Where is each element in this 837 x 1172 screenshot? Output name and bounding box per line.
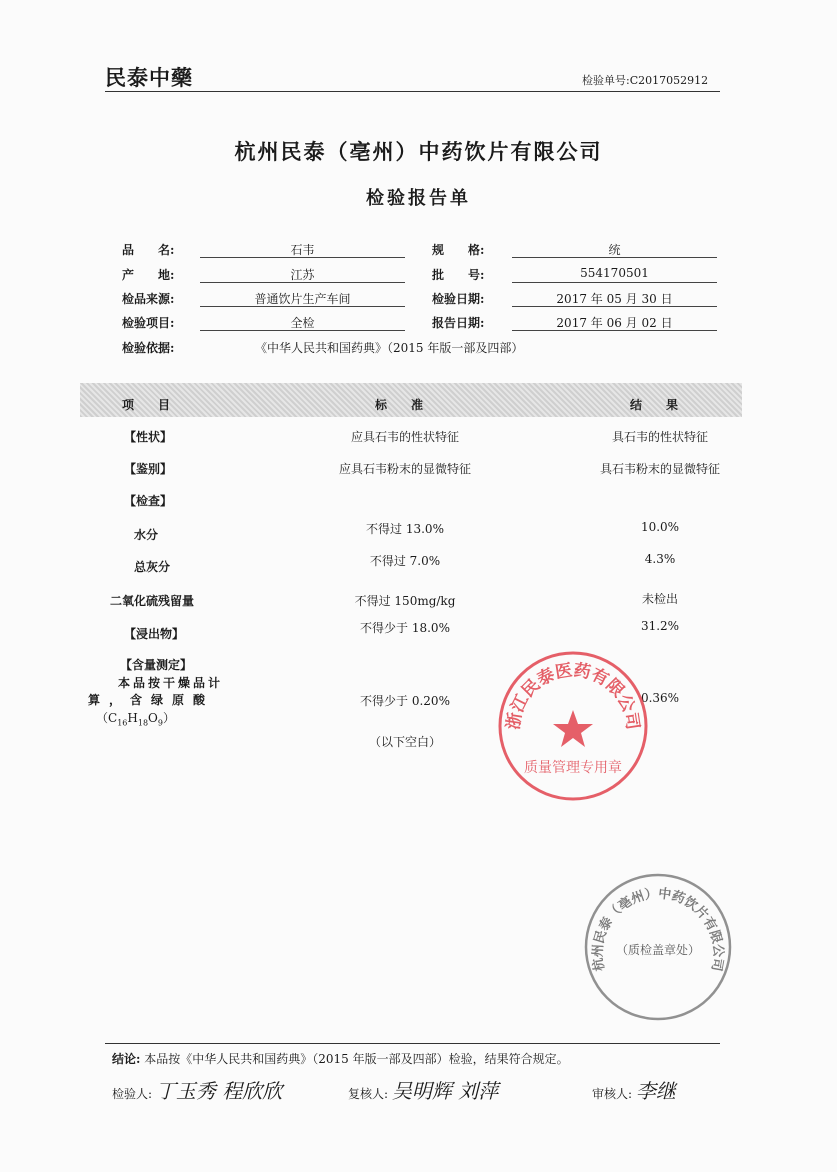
batch-label: 批 号: <box>432 268 485 282</box>
report-date-label: 报告日期: <box>432 316 485 330</box>
basis-label: 检验依据: <box>122 341 175 355</box>
row-label: 【性状】 <box>124 430 173 444</box>
origin-value: 江苏 <box>200 266 405 283</box>
content-result: 0.36% <box>640 691 680 705</box>
serial-value: C2017052912 <box>629 74 709 87</box>
inspector-label: 检验人: <box>112 1087 153 1101</box>
row-label: 二氧化硫残留量 <box>110 594 195 608</box>
row-result: 具石韦粉末的显微特征 <box>599 462 720 476</box>
row-standard: 应具石韦粉末的显微特征 <box>338 462 471 476</box>
row-result: 10.0% <box>640 520 680 534</box>
inspector-signature: 丁玉秀 程欣欣 <box>155 1079 283 1103</box>
reviewer-label: 复核人: <box>348 1087 389 1101</box>
row-result: 4.3% <box>644 552 676 566</box>
serial-number <box>582 72 708 88</box>
star-icon <box>553 710 593 747</box>
batch-value: 554170501 <box>512 266 717 283</box>
row-standard: 不得少于 18.0% <box>360 621 450 635</box>
col-item-header: 项 目 <box>122 398 171 412</box>
content-formula: $(C_{16}H_{18}O_9)$ <box>96 711 175 728</box>
approver-label: 审核人: <box>592 1087 633 1101</box>
name-value: 石韦 <box>200 241 405 258</box>
col-standard-header: 标 准 <box>375 398 424 412</box>
row-label: 【鉴别】 <box>124 462 173 476</box>
row-standard: 应具石韦的性状特征 <box>350 430 459 444</box>
content-heading: 【含量测定】 <box>120 658 193 672</box>
serial-label: 检验单号: <box>582 74 630 87</box>
row-label: 水分 <box>134 528 159 542</box>
formula-o-sub: 9 <box>157 718 163 728</box>
row-result: 31.2% <box>640 619 680 633</box>
formula-o: O <box>148 711 158 725</box>
red-stamp-bottom-text: 质量管理专用章 <box>524 760 622 776</box>
origin-label: 产 地: <box>122 268 175 282</box>
row-standard: 不得过 150mg/kg <box>354 594 456 608</box>
grey-stamp-center-text: （质检盖章处） <box>615 943 701 957</box>
approver-field <box>592 1075 676 1104</box>
item-value: 全检 <box>200 314 405 331</box>
row-standard: 不得过 13.0% <box>366 522 444 536</box>
report-date-value: 2017 年 06 月 02 日 <box>512 314 717 331</box>
source-label: 检品来源: <box>122 292 175 306</box>
blank-note: （以下空白） <box>368 735 441 749</box>
inspector-field <box>112 1075 282 1104</box>
formula-h-sub: 18 <box>137 718 149 728</box>
conclusion <box>112 1050 569 1067</box>
conclusion-label: 结论: <box>112 1052 141 1066</box>
row-label: 【浸出物】 <box>124 627 185 641</box>
formula-c: C <box>108 711 118 725</box>
col-result-header: 结 果 <box>630 398 679 412</box>
svg-text:杭州民泰（亳州）中药饮片有限公司 <box>590 886 726 973</box>
basis-value: 《中华人民共和国药典》（2015 年版一部及四部） <box>255 341 524 355</box>
row-result: 未检出 <box>641 592 678 606</box>
insp-date-label: 检验日期: <box>432 292 485 306</box>
document-title: 检验报告单 <box>366 188 471 209</box>
quality-stamp-red <box>497 650 649 802</box>
formula-h: H <box>127 711 138 725</box>
row-label: 总灰分 <box>134 560 171 574</box>
red-stamp-top-text: 浙江民泰医药有限公司 <box>503 660 643 732</box>
row-standard: 不得过 7.0% <box>369 554 441 568</box>
item-label: 检验项目: <box>122 316 175 330</box>
company-logo: 民泰中藥 <box>105 66 193 90</box>
conclusion-text: 本品按《中华人民共和国药典》（2015 年版一部及四部）检验，结果符合规定。 <box>144 1052 569 1066</box>
row-label: 【检查】 <box>124 494 173 508</box>
company-title: 杭州民泰（亳州）中药饮片有限公司 <box>234 139 603 164</box>
grey-stamp-top-text: 杭州民泰（亳州）中药饮片有限公司 <box>590 886 726 973</box>
content-line1: 本品按干燥品计 <box>118 676 224 690</box>
spec-label: 规 格: <box>432 243 485 257</box>
content-standard: 不得少于 0.20% <box>360 694 450 708</box>
content-line2: 算，含绿原酸 <box>88 693 215 707</box>
row-result: 具石韦的性状特征 <box>611 430 708 444</box>
formula-c-sub: 16 <box>117 718 128 728</box>
reviewer-field <box>348 1075 498 1104</box>
approver-signature: 李继 <box>635 1079 676 1103</box>
inspection-stamp-grey <box>583 872 733 1022</box>
spec-value: 统 <box>512 241 717 258</box>
insp-date-value: 2017 年 05 月 30 日 <box>512 290 717 307</box>
header-divider <box>105 91 720 92</box>
reviewer-signature: 吴明辉 刘萍 <box>391 1079 499 1103</box>
source-value: 普通饮片生产车间 <box>200 290 405 307</box>
footer-divider <box>105 1043 720 1044</box>
name-label: 品 名: <box>122 243 175 257</box>
